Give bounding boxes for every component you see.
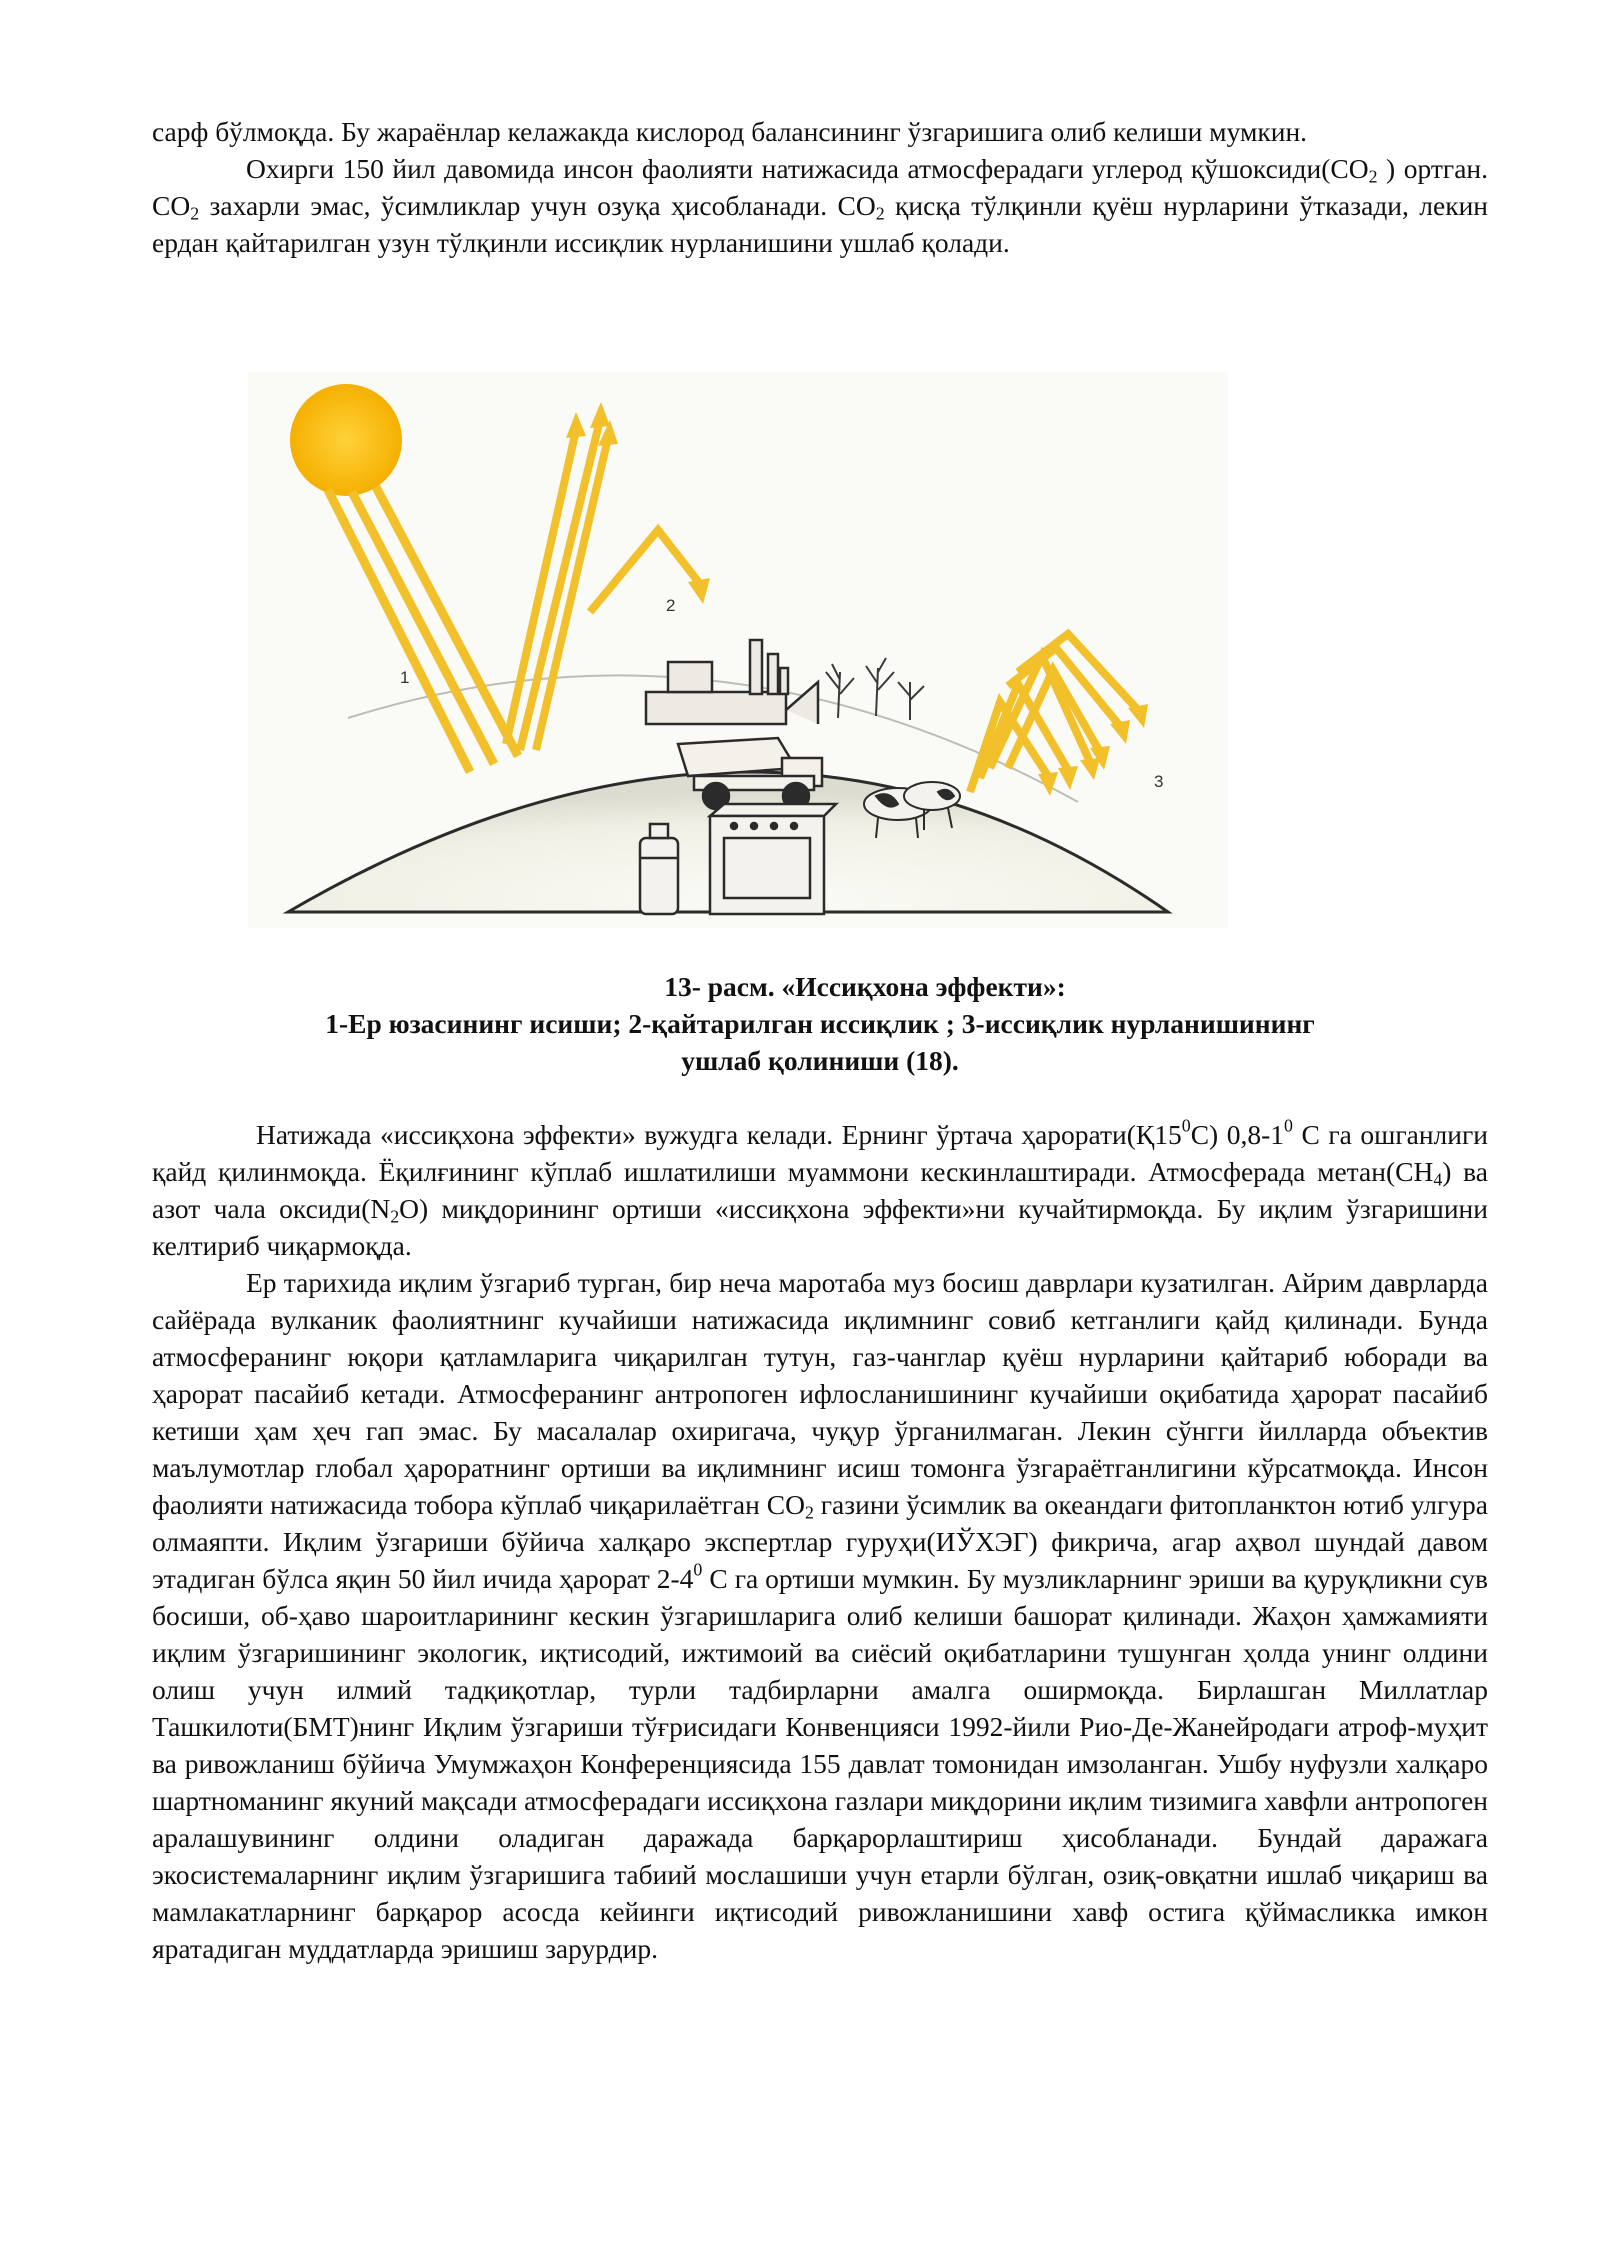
text-fragment: O) миқдорининг ортиши «иссиқхона эффекти»ни кучайтирмоқда. Бу иқлим ўзгаришини келтириб чиқармоқда. — [152, 1193, 1488, 1261]
caption-title: 13- расм. «Иссиқхона эффекти»: — [664, 971, 1066, 1002]
paragraph-continuation — [152, 113, 1488, 150]
subscript: 2 — [390, 1206, 400, 1227]
figure-label-2: 2 — [666, 596, 676, 615]
caption-legend-cont: ушлаб қолиниши (18). — [681, 1045, 959, 1076]
figure-caption — [152, 968, 1488, 1079]
text-fragment: захарли эмас, ўсимликлар учун озуқа ҳисобланади. CO — [199, 190, 876, 221]
text-fragment: Натижада «иссиқхона эффекти» вужудга келади. Ернинг ўртача ҳарорати(Қ15 — [256, 1119, 1182, 1150]
gas-stove-icon — [710, 804, 836, 914]
text-fragment: ) ва азот чала оксиди(N — [152, 1156, 1488, 1224]
greenhouse-illustration — [248, 372, 1228, 928]
figure-label-1: 1 — [400, 668, 410, 687]
subscript: 2 — [190, 203, 200, 224]
text-fragment: С га ошганлиги қайд қилинмоқда. Ёқилғининг кўплаб ишлатилиши муаммони кескинлаштиради. Атмосферада метан(CH — [152, 1119, 1488, 1187]
subscript: 2 — [804, 1502, 814, 1523]
subscript: 4 — [1433, 1169, 1443, 1190]
paragraph-history — [152, 1264, 1488, 1967]
subscript: 2 — [875, 203, 885, 224]
text-fragment: ) ортган. CO — [152, 153, 1488, 221]
bottom-text-block — [152, 1116, 1488, 1967]
spray-can-icon — [640, 824, 678, 914]
superscript: 0 — [693, 1559, 703, 1580]
text-fragment: С га ортиши мумкин. Бу музликларнинг эриши ва қуруқликни сув босиши, об-ҳаво шароитларининг кескин ўзгаришларига олиб келиши башорат қилинади. Жаҳон ҳамжамияти иқлим ўзгаришининг экологик, иқтисодий, ижтимоий ва сиёсий оқибатларини тушунган ҳолда унинг олдини олиш учун илмий тадқиқотлар, турли тадбирларни амалга оширмоқда. Бирлашган Миллатлар Ташкилоти(БМТ)нинг Иқлим ўзгариши тўғрисидаги Конвенцияси 1992-йили Рио-Де-Жанейродаги атроф-муҳит ва ривожланиш бўйича Умумжаҳон Конференциясида 155 давлат томонидан имзоланган. Ушбу нуфузли халқаро шартноманинг якуний мақсади атмосферадаги иссиқхона газлари миқдорини иқлим тизимига хавфли антропоген аралашувининг олдини оладиган даражада барқарорлаштириш ҳисобланади. Бундай даражага экосистемаларнинг иқлим ўзгаришига табиий мослашиши учун етарли бўлган, озиқ-овқатни ишлаб чиқариш ва мамлакатларнинг барқарор асосда кейинги иқтисодий ривожланишини хавф остига қўймасликка имкон яратадиган муддатларда эришиш зарурдир. — [152, 1563, 1488, 1964]
text-fragment: С) 0,8-1 — [1190, 1119, 1285, 1150]
paragraph-co2 — [152, 150, 1488, 261]
superscript: 0 — [1181, 1115, 1191, 1136]
text-fragment: Охирги 150 йил давомида инсон фаолияти натижасида атмосферадаги углерод қўшоксиди(CO — [246, 153, 1369, 184]
superscript: 0 — [1284, 1115, 1293, 1136]
paragraph-result — [152, 1116, 1488, 1264]
text-fragment: Ер тарихида иқлим ўзгариб турган, бир неча маротаба муз босиш даврлари кузатилган. Айрим даврларда сайёрада вулканик фаолиятнинг кучайиши натижасида иқлимнинг совиб кетганлиги қайд қилинади. Бунда атмосферанинг юқори қатламларига чиқарилган тутун, газ-чанглар қуёш нурларини қайтариб юборади ва ҳарорат пасайиб кетади. Атмосферанинг антропоген ифлосланишининг кучайиши оқибатида ҳарорат пасайиб кетиши ҳам ҳеч гап эмас. Бу масалалар охиригача, чуқур ўрганилмаган. Лекин сўнгги йилларда объектив маълумотлар глобал ҳароратнинг ортиши ва иқлимнинг исиш томонга ўзгараётганлигини кўрсатмоқда. Инсон фаолияти натижасида тобора кўплаб чиқарилаётган CO — [152, 1267, 1488, 1520]
sun-icon — [290, 384, 402, 496]
paragraph-text: сарф бўлмоқда. Бу жараёнлар келажакда кислород балансининг ўзгаришига олиб келиши мумкин. — [152, 116, 1308, 147]
greenhouse-effect-figure — [248, 372, 1228, 928]
caption-legend: 1-Ер юзасининг исиши; 2-қайтарилган иссиқлик ; 3-иссиқлик нурланишининг — [325, 1008, 1315, 1039]
top-text-block — [152, 113, 1488, 261]
text-fragment: газини ўсимлик ва океандаги фитопланктон ютиб улгура олмаяпти. Иқлим ўзгариши бўйича халқаро экспертлар гуруҳи(ИЎХЭГ) фикрича, агар аҳвол шундай давом этадиган бўлса яқин 50 йил ичида ҳарорат 2-4 — [152, 1489, 1488, 1594]
subscript: 2 — [1368, 166, 1378, 187]
text-fragment: қисқа тўлқинли қуёш нурларини ўтказади, лекин ердан қайтарилган узун тўлқинли иссиқлик нурланишини ушлаб қолади. — [152, 190, 1489, 258]
figure-label-3: 3 — [1154, 772, 1164, 791]
